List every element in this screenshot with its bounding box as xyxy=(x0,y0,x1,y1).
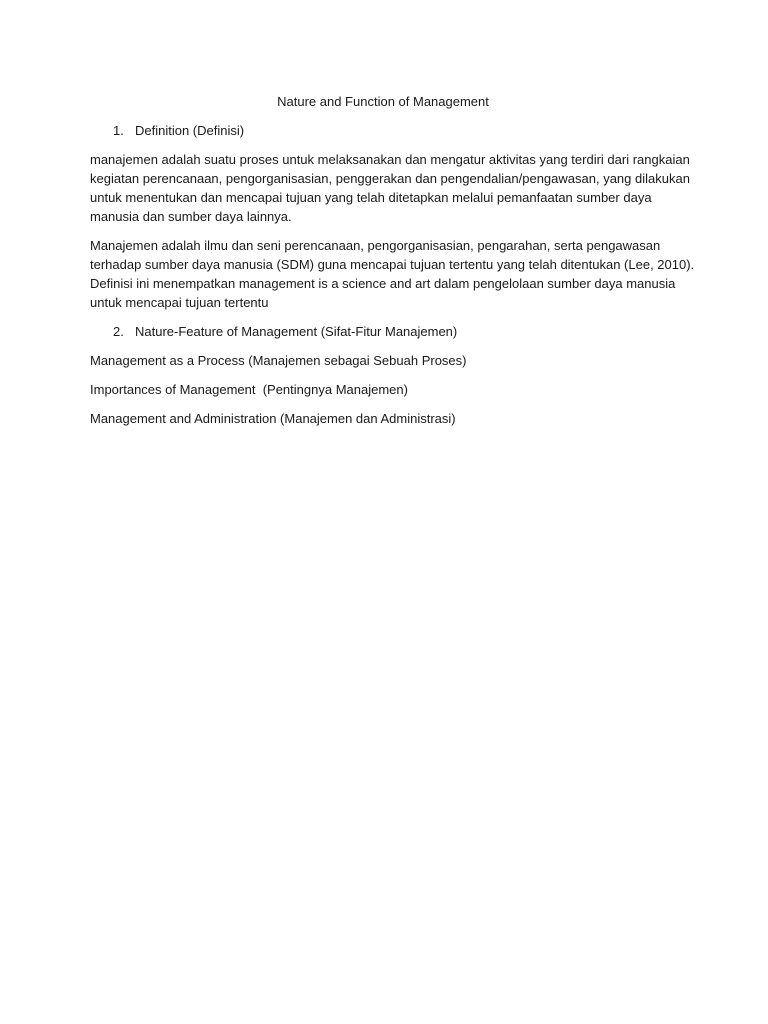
paragraph-line: manajemen adalah suatu proses untuk melaksanakan dan mengatur aktivitas yang terdiri dari rangkaian xyxy=(90,152,690,167)
paragraph-line: kegiatan perencanaan, pengorganisasian, penggerakan dan pengendalian/pengawasan, yang dilakukan xyxy=(90,171,690,186)
paragraph-line: untuk menentukan dan mencapai tujuan yang telah ditetapkan melalui pemanfaatan sumber daya xyxy=(90,190,652,205)
document-title: Nature and Function of Management xyxy=(277,94,489,109)
definition-paragraph-1 xyxy=(90,150,690,226)
section-heading-nature-feature: Nature-Feature of Management (Sifat-Fitur Manajemen) xyxy=(135,324,458,339)
paragraph-line: Manajemen adalah ilmu dan seni perencanaan, pengorganisasian, pengarahan, serta pengawasan xyxy=(90,238,661,253)
list-number: 2. xyxy=(113,324,124,339)
paragraph-line: terhadap sumber daya manusia (SDM) guna mencapai tujuan tertentu yang telah ditentukan (Lee, 2010). xyxy=(90,257,695,272)
paragraph-line: manusia dan sumber daya lainnya. xyxy=(90,209,292,224)
paragraph-line: Definisi ini menempatkan management is a science and art dalam pengelolaan sumber daya manusia xyxy=(90,276,676,291)
document-body xyxy=(90,92,695,438)
list-number: 1. xyxy=(113,123,124,138)
paragraph-line: untuk mencapai tujuan tertentu xyxy=(90,295,269,310)
definition-paragraph-2 xyxy=(90,236,695,312)
section-heading-definition: Definition (Definisi) xyxy=(135,123,245,138)
line-administration: Management and Administration (Manajemen dan Administrasi) xyxy=(90,411,456,426)
line-importances: Importances of Management (Pentingnya Manajemen) xyxy=(90,382,408,397)
line-management-process: Management as a Process (Manajemen sebagai Sebuah Proses) xyxy=(90,353,467,368)
section-nature-feature xyxy=(90,322,690,341)
section-definition xyxy=(90,121,690,140)
